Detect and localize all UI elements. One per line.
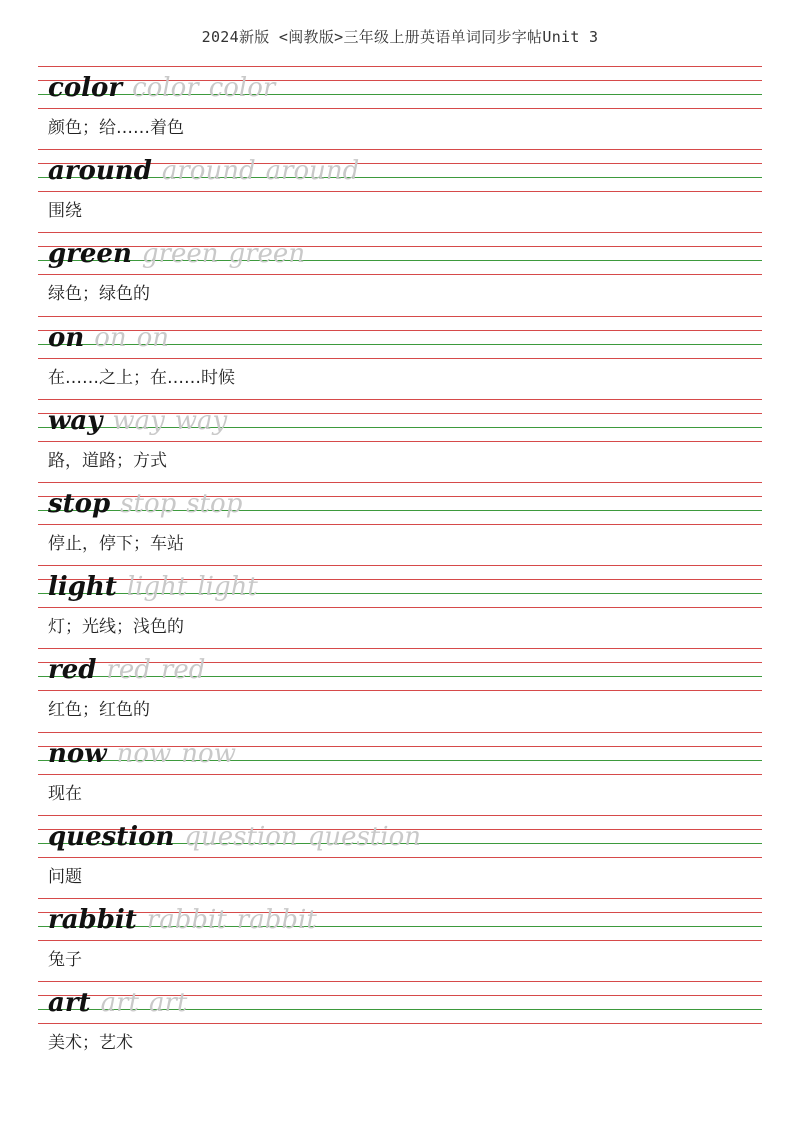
- vocab-word: green: [48, 239, 132, 270]
- vocab-entry: [0, 149, 800, 232]
- vocab-word: red: [48, 655, 97, 686]
- word-meaning: 停止，停下；车站: [48, 533, 184, 554]
- trace-word: on: [94, 322, 127, 353]
- word-row: [48, 401, 227, 441]
- word-row: [48, 734, 236, 774]
- trace-word: question: [307, 821, 421, 852]
- word-meaning: 在……之上；在……时候: [48, 367, 235, 388]
- word-meaning: 围绕: [48, 201, 82, 222]
- vocab-word: stop: [48, 488, 111, 519]
- guide-line-bottom: [38, 274, 762, 275]
- trace-word: color: [208, 73, 276, 103]
- vocab-word: now: [48, 738, 107, 769]
- vocab-word: around: [48, 156, 152, 187]
- guide-line-top: [38, 981, 762, 982]
- guide-line-top: [38, 732, 762, 733]
- word-meaning: 问题: [48, 866, 82, 887]
- trace-word: light: [197, 572, 258, 603]
- trace-word: stop: [120, 488, 177, 519]
- vocab-entry: [0, 482, 800, 565]
- word-row: [48, 900, 317, 940]
- word-meaning: 兔子: [48, 949, 82, 970]
- trace-word: red: [160, 655, 206, 686]
- guide-line-top: [38, 815, 762, 816]
- word-row: [48, 567, 258, 607]
- trace-word: now: [181, 738, 236, 769]
- word-meaning: 红色；红色的: [48, 700, 150, 721]
- word-row: [48, 484, 242, 524]
- word-row: [48, 234, 305, 274]
- guide-line-bottom: [38, 940, 762, 941]
- word-row: [48, 983, 187, 1023]
- guide-line-bottom: [38, 1023, 762, 1024]
- guide-line-top: [38, 66, 762, 67]
- trace-word: stop: [186, 488, 243, 519]
- vocab-entry: [0, 815, 800, 898]
- guide-line-bottom: [38, 690, 762, 691]
- guide-line-top: [38, 149, 762, 150]
- vocab-entry: [0, 399, 800, 482]
- guide-line-bottom: [38, 857, 762, 858]
- guide-line-top: [38, 482, 762, 483]
- vocab-entry: [0, 981, 800, 1064]
- guide-line-top: [38, 648, 762, 649]
- trace-word: on: [136, 322, 170, 353]
- trace-word: color: [132, 73, 199, 103]
- trace-word: question: [184, 821, 298, 852]
- vocab-entry: [0, 565, 800, 648]
- trace-word: green: [228, 239, 306, 270]
- guide-line-bottom: [38, 358, 762, 359]
- guide-line-top: [38, 232, 762, 233]
- trace-word: around: [265, 156, 360, 187]
- vocab-word: way: [48, 405, 103, 436]
- guide-line-top: [38, 898, 762, 899]
- vocab-word: question: [48, 821, 175, 852]
- vocab-entry: [0, 66, 800, 149]
- trace-word: art: [148, 988, 188, 1019]
- word-meaning: 绿色；绿色的: [48, 284, 150, 305]
- guide-line-bottom: [38, 607, 762, 608]
- trace-word: rabbit: [236, 904, 317, 935]
- vocab-word: art: [48, 988, 91, 1019]
- vocab-word: light: [48, 572, 117, 603]
- guide-line-bottom: [38, 524, 762, 525]
- trace-word: art: [100, 988, 139, 1019]
- vocab-entry: [0, 648, 800, 731]
- trace-word: light: [126, 572, 188, 603]
- vocabulary-list: [0, 66, 800, 1064]
- word-row: [48, 68, 275, 108]
- word-meaning: 灯；光线；浅色的: [48, 617, 184, 638]
- guide-line-bottom: [38, 191, 762, 192]
- vocab-entry: [0, 732, 800, 815]
- trace-word: rabbit: [146, 904, 227, 935]
- trace-word: now: [116, 738, 172, 769]
- guide-line-top: [38, 565, 762, 566]
- vocab-word: on: [48, 322, 85, 353]
- trace-word: green: [141, 239, 219, 270]
- trace-word: way: [174, 405, 228, 436]
- page-title: 2024新版 <闽教版>三年级上册英语单词同步字帖Unit 3: [201, 28, 599, 46]
- word-meaning: 美术；艺术: [48, 1033, 133, 1054]
- vocab-word: color: [48, 73, 123, 103]
- word-row: [48, 817, 421, 857]
- word-row: [48, 650, 205, 690]
- trace-word: way: [112, 405, 165, 436]
- word-meaning: 现在: [48, 783, 82, 804]
- word-row: [48, 151, 359, 191]
- trace-word: red: [106, 655, 151, 686]
- guide-line-bottom: [38, 108, 762, 109]
- vocab-entry: [0, 898, 800, 981]
- vocab-entry: [0, 232, 800, 315]
- vocab-word: rabbit: [48, 904, 137, 935]
- guide-line-bottom: [38, 441, 762, 442]
- trace-word: around: [161, 156, 256, 187]
- word-row: [48, 318, 169, 358]
- guide-line-top: [38, 399, 762, 400]
- vocab-entry: [0, 316, 800, 399]
- guide-line-bottom: [38, 774, 762, 775]
- word-meaning: 路，道路；方式: [48, 450, 167, 471]
- word-meaning: 颜色；给……着色: [48, 118, 184, 138]
- guide-line-top: [38, 316, 762, 317]
